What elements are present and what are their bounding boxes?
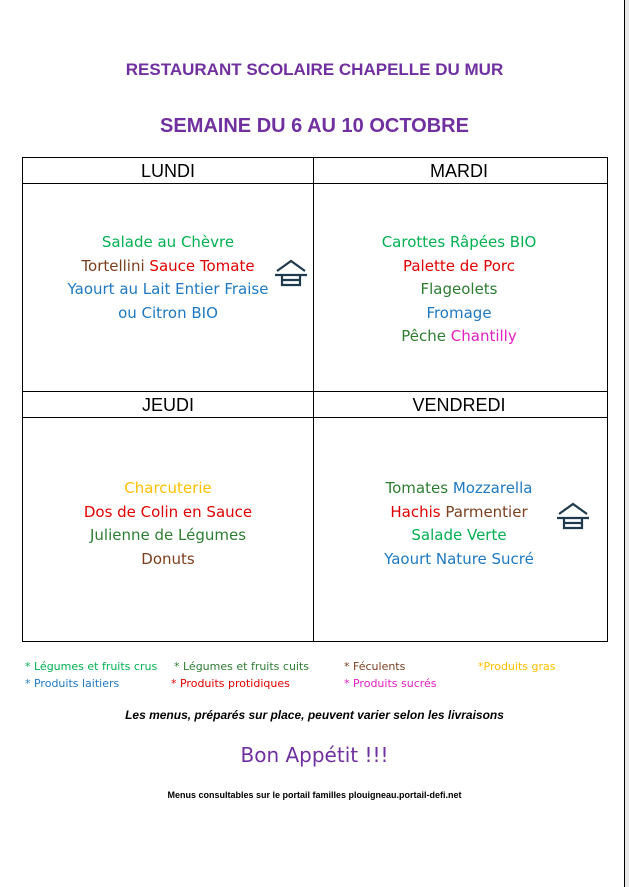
day-header-vendredi: VENDREDI bbox=[412, 395, 506, 415]
menu-item-part: Tomates bbox=[385, 479, 453, 497]
menu-item bbox=[314, 477, 604, 501]
menu-item-part: Mozzarella bbox=[452, 479, 533, 497]
website-note: Menus consultables sur le portail familles plouigneau.portail-defi.net bbox=[167, 790, 462, 800]
day-menu-jeudi bbox=[23, 477, 313, 571]
menu-item bbox=[23, 278, 313, 302]
day-header-mardi: MARDI bbox=[430, 161, 488, 181]
menu-item-part: Donuts bbox=[141, 549, 195, 568]
menu-item-part: Fromage bbox=[426, 303, 492, 322]
grid-divider bbox=[23, 417, 607, 418]
menu-item-part: Carottes Râpées BIO bbox=[381, 233, 537, 251]
menu-item-part: Hachis bbox=[390, 502, 446, 521]
menu-item-part: Dos de Colin en Sauce bbox=[83, 502, 253, 521]
menu-item-part: Sauce Tomate bbox=[149, 256, 255, 275]
menu-item-part: Charcuterie bbox=[124, 479, 212, 497]
grid-divider bbox=[23, 391, 607, 392]
menu-item-part: Flageolets bbox=[420, 280, 498, 298]
menu-item bbox=[23, 501, 313, 525]
menu-item-part: Yaourt au Lait Entier Fraise bbox=[67, 280, 269, 298]
legend-produits-sucres: * Produits sucrés bbox=[344, 677, 437, 690]
home-made-icon bbox=[274, 258, 308, 288]
day-header-lundi: LUNDI bbox=[140, 161, 195, 181]
grid-divider bbox=[23, 183, 607, 184]
menu-item-part: Julienne de Légumes bbox=[89, 526, 247, 544]
day-menu-lundi bbox=[23, 231, 313, 325]
menu-item-part: Palette de Porc bbox=[402, 256, 515, 275]
menu-item bbox=[314, 302, 604, 326]
legend-produits-protidiques: * Produits protidiques bbox=[171, 677, 290, 690]
menu-item bbox=[23, 524, 313, 548]
menu-item bbox=[23, 231, 313, 255]
day-header-jeudi: JEUDI bbox=[141, 395, 194, 415]
legend-produits-gras: *Produits gras bbox=[478, 660, 556, 673]
menu-item-part: ou Citron BIO bbox=[118, 303, 218, 322]
menu-item-part: Salade Verte bbox=[411, 526, 507, 544]
menu-item-part: Chantilly bbox=[450, 327, 517, 345]
legend-feculents: * Féculents bbox=[344, 660, 406, 673]
week-title: SEMAINE DU 6 AU 10 OCTOBRE bbox=[160, 115, 469, 137]
menu-item-part: Yaourt Nature Sucré bbox=[384, 549, 534, 568]
menu-item-part: Pêche bbox=[401, 327, 451, 345]
menu-item bbox=[314, 231, 604, 255]
legend-produits-laitiers: * Produits laitiers bbox=[25, 677, 120, 690]
menu-item bbox=[23, 477, 313, 501]
menu-item bbox=[23, 302, 313, 326]
legend-legumes-crus: * Légumes et fruits crus bbox=[25, 660, 158, 673]
legend-legumes-cuits: * Légumes et fruits cuits bbox=[174, 660, 310, 673]
menu-item-part: Tortellini bbox=[81, 256, 150, 275]
restaurant-title: RESTAURANT SCOLAIRE CHAPELLE DU MUR bbox=[125, 60, 504, 79]
menu-item bbox=[314, 278, 604, 302]
menu-grid bbox=[22, 157, 608, 642]
day-menu-mardi bbox=[314, 231, 604, 349]
menu-item-part: Salade au Chèvre bbox=[101, 233, 235, 251]
menu-item bbox=[314, 325, 604, 349]
menu-item-part: Parmentier bbox=[445, 502, 528, 521]
menu-item bbox=[314, 548, 604, 572]
menu-item bbox=[23, 255, 313, 279]
menu-item bbox=[23, 548, 313, 572]
bon-appetit: Bon Appétit !!! bbox=[240, 743, 389, 767]
menu-item bbox=[314, 255, 604, 279]
home-made-icon bbox=[556, 501, 590, 531]
delivery-note: Les menus, préparés sur place, peuvent varier selon les livraisons bbox=[125, 708, 504, 722]
